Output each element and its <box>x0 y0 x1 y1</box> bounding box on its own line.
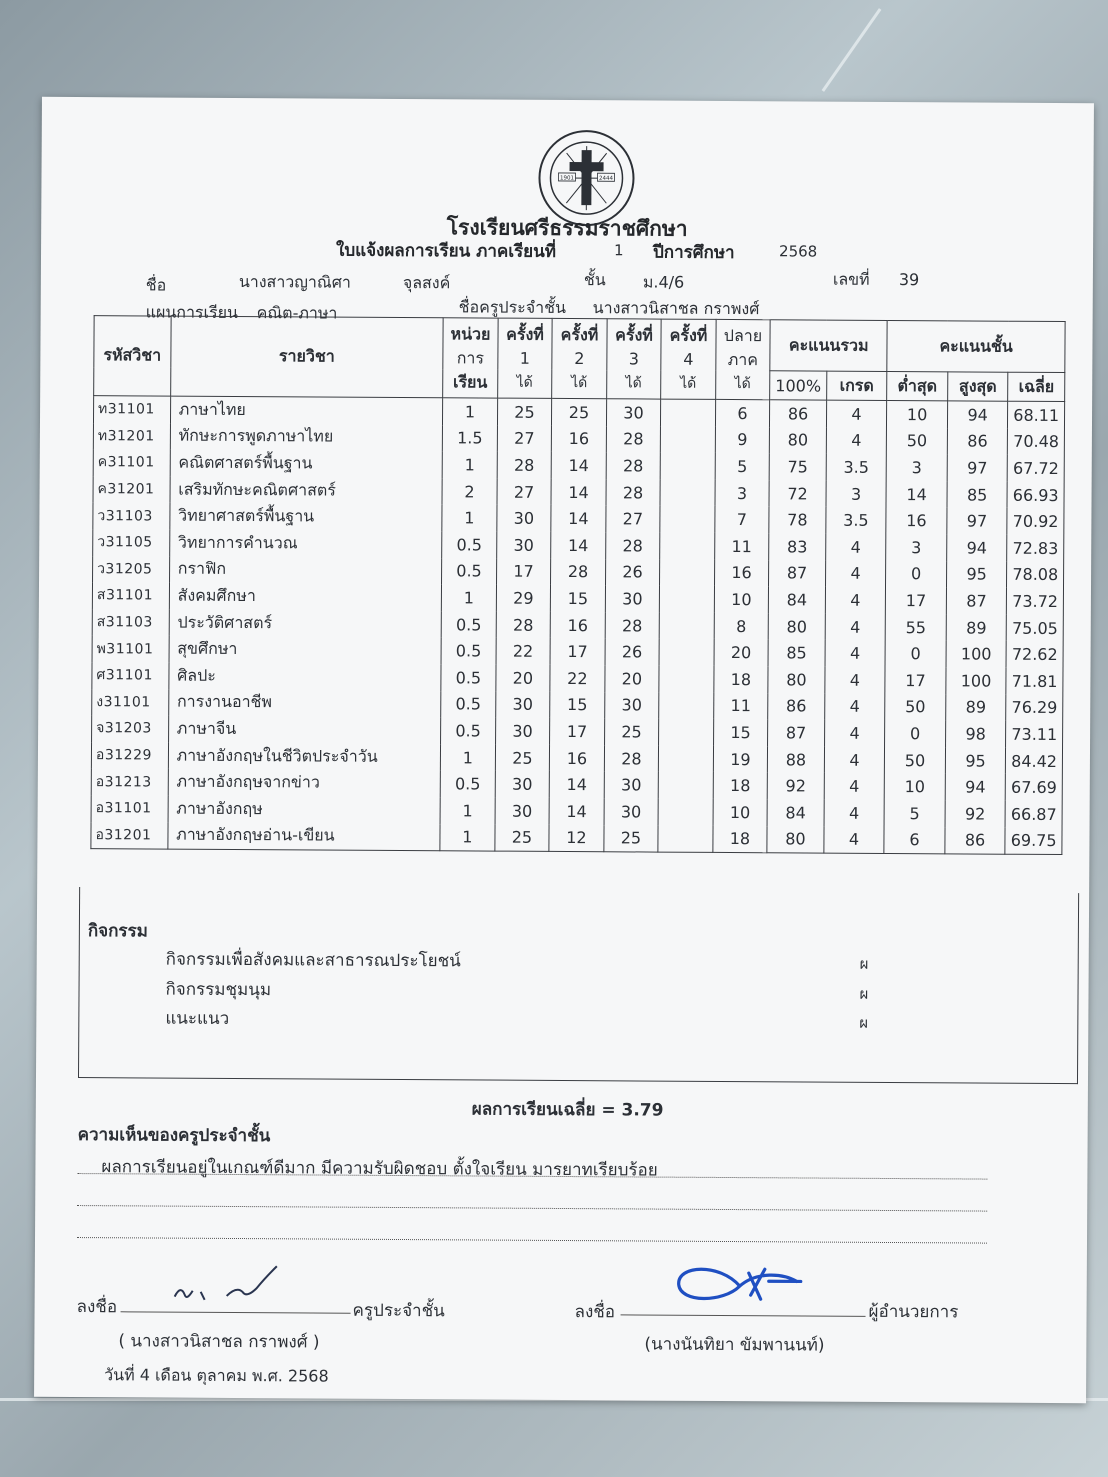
cell-round-2: 15 <box>551 585 606 612</box>
cell-round-4 <box>658 772 713 799</box>
cell-code: ส31101 <box>92 582 169 609</box>
header-max: สูงสุด <box>947 372 1008 401</box>
cell-round-3: 25 <box>604 718 659 745</box>
cell-max: 98 <box>945 720 1006 747</box>
cell-round-3: 25 <box>604 825 659 852</box>
cell-round-1: 29 <box>496 585 551 612</box>
cell-avg: 75.05 <box>1007 614 1064 641</box>
activity-social-service: กิจกรรมเพื่อสังคมและสาธารณประโยชน์ <box>165 949 461 972</box>
cell-code: ท31201 <box>93 423 170 450</box>
cell-code: จ31203 <box>92 715 169 742</box>
student-firstname: นางสาวญาณิศา <box>238 272 351 292</box>
cell-final: 18 <box>714 666 769 693</box>
cell-round-4 <box>661 399 716 426</box>
cell-code: อ31201 <box>91 822 168 850</box>
header-pct: 100% <box>770 371 827 400</box>
activity-club: กิจกรรมชุมนุม <box>165 979 272 1001</box>
cell-grade: 3.5 <box>826 507 887 534</box>
cell-round-1: 30 <box>497 505 552 532</box>
logo-year-left: 1901 <box>559 175 575 182</box>
cell-round-3: 28 <box>606 452 661 479</box>
teacher-value: นางสาวนิสาชล กราพงศ์ <box>592 298 760 319</box>
cell-avg: 68.11 <box>1008 401 1065 428</box>
director-role: ผู้อำนวยการ <box>868 1301 959 1323</box>
cell-max: 86 <box>947 428 1008 455</box>
header-code: รหัสวิชา <box>94 316 171 396</box>
cell-subject: สุขศึกษา <box>169 636 442 664</box>
cell-final: 10 <box>713 799 768 826</box>
cell-max: 89 <box>946 694 1007 721</box>
teacher-label: ชื่อครูประจำชั้น <box>458 297 567 318</box>
cell-subject: กราฟิก <box>169 556 442 584</box>
cell-code: ศ31101 <box>92 662 169 689</box>
cell-max: 89 <box>946 614 1007 641</box>
cell-min: 10 <box>884 773 945 800</box>
cell-subject: เสริมทักษะคณิตศาสตร์ <box>170 476 443 504</box>
cell-round-2: 25 <box>552 398 607 425</box>
cell-round-2: 12 <box>549 824 604 851</box>
cell-round-3: 28 <box>606 479 661 506</box>
plan-value: คณิต-ภาษา <box>256 303 338 323</box>
cell-round-3: 26 <box>605 559 660 586</box>
cell-round-3: 30 <box>604 772 659 799</box>
class-value: ม.4/6 <box>642 272 685 292</box>
cell-round-3: 28 <box>606 426 661 453</box>
cell-final: 8 <box>714 613 769 640</box>
cell-round-4 <box>660 586 715 613</box>
cell-credit: 0.5 <box>441 691 496 718</box>
cell-code: อ31229 <box>91 742 168 769</box>
cell-round-2: 14 <box>549 798 604 825</box>
cell-avg: 69.75 <box>1005 827 1062 854</box>
cell-credit: 0.5 <box>441 717 496 744</box>
cell-subject: ศิลปะ <box>169 663 442 691</box>
cell-min: 10 <box>887 400 948 427</box>
cell-credit: 1 <box>443 398 498 425</box>
header-class-group: คะแนนชั้น <box>887 320 1065 372</box>
cell-grade: 4 <box>825 613 886 640</box>
cell-credit: 1 <box>442 451 497 478</box>
cell-min: 0 <box>885 720 946 747</box>
cell-final: 5 <box>715 453 770 480</box>
logo-year-right: 2444 <box>598 175 614 182</box>
cell-credit: 1 <box>442 505 497 532</box>
school-name: โรงเรียนศรีธรรมราชศึกษา <box>446 215 688 241</box>
cell-pct: 72 <box>769 480 826 507</box>
cell-grade: 4 <box>826 427 887 454</box>
cell-round-4 <box>659 612 714 639</box>
cell-subject: การงานอาชีพ <box>168 689 441 717</box>
cell-round-1: 30 <box>495 718 550 745</box>
cell-final: 11 <box>713 692 768 719</box>
date-text: วันที่ 4 เดือน ตุลาคม พ.ศ. 2568 <box>104 1365 329 1386</box>
cell-round-1: 22 <box>496 638 551 665</box>
cell-credit: 0.5 <box>441 638 496 665</box>
cell-max: 100 <box>946 667 1007 694</box>
cell-round-2: 22 <box>550 665 605 692</box>
cell-avg: 66.87 <box>1005 801 1062 828</box>
cell-final: 20 <box>714 639 769 666</box>
year-value: 2568 <box>778 242 818 261</box>
cell-round-4 <box>660 559 715 586</box>
cell-pct: 80 <box>768 666 825 693</box>
cell-round-2: 14 <box>551 505 606 532</box>
activities-title: กิจกรรม <box>87 921 148 942</box>
cell-subject: ภาษาอังกฤษ <box>168 795 441 823</box>
cell-min: 17 <box>885 667 946 694</box>
cell-final: 7 <box>715 506 770 533</box>
cell-credit: 1 <box>441 744 496 771</box>
cell-avg: 73.11 <box>1006 721 1063 748</box>
cell-round-2: 16 <box>550 745 605 772</box>
cell-final: 16 <box>714 559 769 586</box>
director-signature <box>665 1251 815 1322</box>
cell-min: 5 <box>884 800 945 827</box>
header-avg: เฉลี่ย <box>1008 372 1065 401</box>
cell-subject: ประวัติศาสตร์ <box>169 609 442 637</box>
cell-round-1: 27 <box>497 478 552 505</box>
cell-round-3: 26 <box>605 639 660 666</box>
cell-final: 19 <box>713 746 768 773</box>
cell-round-1: 20 <box>496 665 551 692</box>
cell-min: 3 <box>886 534 947 561</box>
cell-pct: 84 <box>769 586 826 613</box>
cell-max: 92 <box>945 800 1006 827</box>
cell-code: ว31103 <box>93 502 170 529</box>
cell-min: 0 <box>885 640 946 667</box>
cell-grade: 3 <box>826 480 887 507</box>
cell-grade: 3.5 <box>826 454 887 481</box>
cell-max: 85 <box>947 481 1008 508</box>
cell-round-4 <box>660 506 715 533</box>
cell-max: 87 <box>946 587 1007 614</box>
cell-max: 86 <box>945 827 1006 854</box>
cell-pct: 84 <box>767 799 824 826</box>
cell-avg: 70.48 <box>1008 428 1065 455</box>
cell-grade: 4 <box>825 667 886 694</box>
cell-avg: 67.69 <box>1006 774 1063 801</box>
cell-code: พ31101 <box>92 635 169 662</box>
cell-avg: 78.08 <box>1007 561 1064 588</box>
header-round-2: ครั้งที่ 2 ได้ <box>552 318 607 398</box>
cell-credit: 1 <box>440 824 495 851</box>
cell-round-3: 27 <box>606 506 661 533</box>
director-sign-label: ลงชื่อ <box>574 1302 616 1323</box>
cell-pct: 88 <box>768 746 825 773</box>
cell-max: 94 <box>945 774 1006 801</box>
cell-max: 94 <box>947 401 1008 428</box>
cell-avg: 84.42 <box>1006 747 1063 774</box>
cell-avg: 66.93 <box>1007 481 1064 508</box>
comment-line <box>77 1237 987 1244</box>
cell-round-2: 16 <box>550 612 605 639</box>
cell-round-4 <box>660 533 715 560</box>
teacher-role: ครูประจำชั้น <box>352 1300 445 1322</box>
cell-grade: 4 <box>824 720 885 747</box>
comment-line <box>77 1205 987 1212</box>
semester-value: 1 <box>613 241 624 260</box>
cell-round-1: 28 <box>496 611 551 638</box>
cell-grade: 4 <box>824 826 885 853</box>
cell-round-3: 30 <box>604 692 659 719</box>
cell-min: 55 <box>885 614 946 641</box>
cell-final: 15 <box>713 719 768 746</box>
comment-title: ความเห็นของครูประจำชั้น <box>77 1125 271 1147</box>
cell-min: 50 <box>885 693 946 720</box>
cell-code: ค31101 <box>93 449 170 476</box>
cell-subject: วิทยาการคำนวณ <box>169 530 442 558</box>
cell-max: 95 <box>945 747 1006 774</box>
header-round-1: ครั้งที่ 1 ได้ <box>497 318 552 398</box>
cell-grade: 4 <box>826 400 887 427</box>
cell-round-1: 25 <box>497 398 552 425</box>
cell-round-2: 14 <box>551 479 606 506</box>
cell-round-4 <box>660 453 715 480</box>
header-total-group: คะแนนรวม <box>770 320 887 372</box>
cell-avg: 72.62 <box>1006 641 1063 668</box>
cell-round-4 <box>658 825 713 852</box>
cell-grade: 4 <box>825 534 886 561</box>
cell-min: 50 <box>887 428 948 455</box>
activity-club-result: ผ <box>859 984 869 1003</box>
header-grade: เกรด <box>826 371 887 400</box>
cell-pct: 86 <box>768 693 825 720</box>
class-label: ชั้น <box>583 270 606 290</box>
teacher-name: ( นางสาวนิสาชล กราพงศ์ ) <box>118 1331 320 1353</box>
cell-final: 9 <box>715 427 770 454</box>
cell-round-3: 28 <box>605 612 660 639</box>
cell-round-3: 28 <box>605 532 660 559</box>
grades-table <box>90 315 1065 855</box>
cell-round-1: 30 <box>495 691 550 718</box>
cell-code: ท31101 <box>93 396 170 424</box>
activity-guidance: แนะแนว <box>165 1008 230 1029</box>
number-label: เลขที่ <box>832 269 870 289</box>
cell-code: ว31205 <box>93 556 170 583</box>
cell-round-1: 30 <box>496 532 551 559</box>
cell-round-4 <box>660 479 715 506</box>
cell-grade: 4 <box>824 693 885 720</box>
cell-subject: ภาษาอังกฤษจากข่าว <box>168 769 441 797</box>
cell-round-4 <box>659 719 714 746</box>
cell-final: 18 <box>713 825 768 852</box>
cell-credit: 1.5 <box>443 425 498 452</box>
cell-pct: 87 <box>769 560 826 587</box>
cell-round-3: 20 <box>605 665 660 692</box>
cell-round-2: 17 <box>550 718 605 745</box>
cell-subject: ภาษาอังกฤษอ่าน-เขียน <box>168 822 441 851</box>
cell-credit: 0.5 <box>440 771 495 798</box>
cell-round-4 <box>658 798 713 825</box>
cell-round-2: 28 <box>551 558 606 585</box>
comment-text: ผลการเรียนอยู่ในเกณฑ์ดีมาก มีความรับผิดชอบ ตั้งใจเรียน มารยาทเรียบร้อย <box>101 1157 658 1181</box>
cell-min: 14 <box>886 481 947 508</box>
cell-pct: 80 <box>770 427 827 454</box>
cell-credit: 0.5 <box>442 531 497 558</box>
header-round-4: ครั้งที่ 4 ได้ <box>661 319 716 399</box>
cell-round-4 <box>661 426 716 453</box>
cell-final: 3 <box>715 480 770 507</box>
cell-round-2: 16 <box>552 426 607 453</box>
cell-round-3: 28 <box>604 745 659 772</box>
cell-subject: สังคมศึกษา <box>169 583 442 611</box>
plan-label: แผนการเรียน <box>145 302 238 322</box>
report-card <box>34 97 1094 1403</box>
cell-code: อ31101 <box>91 795 168 822</box>
table-row <box>91 822 1062 855</box>
cell-max: 95 <box>946 561 1007 588</box>
cell-avg: 76.29 <box>1006 694 1063 721</box>
cell-code: ง31101 <box>92 689 169 716</box>
cell-pct: 80 <box>768 613 825 640</box>
cell-final: 10 <box>714 586 769 613</box>
grades-body <box>91 396 1065 855</box>
cell-grade: 4 <box>824 773 885 800</box>
cell-round-1: 30 <box>495 797 550 824</box>
cell-round-1: 17 <box>496 558 551 585</box>
cell-min: 16 <box>886 507 947 534</box>
cell-grade: 4 <box>825 587 886 614</box>
header-round-3: ครั้งที่ 3 ได้ <box>606 319 661 399</box>
cell-code: ว31105 <box>93 529 170 556</box>
cell-final: 6 <box>715 399 770 426</box>
cell-code: ส31103 <box>92 609 169 636</box>
cell-avg: 72.83 <box>1007 535 1064 562</box>
cell-max: 97 <box>947 508 1008 535</box>
cell-avg: 70.92 <box>1007 508 1064 535</box>
cell-pct: 75 <box>769 453 826 480</box>
cell-round-2: 14 <box>551 532 606 559</box>
cell-round-4 <box>659 745 714 772</box>
cell-grade: 4 <box>824 799 885 826</box>
cell-pct: 83 <box>769 533 826 560</box>
cell-subject: ภาษาอังกฤษในชีวิตประจำวัน <box>168 742 441 770</box>
cell-grade: 4 <box>824 746 885 773</box>
cell-round-2: 15 <box>550 691 605 718</box>
teacher-sign-label: ลงชื่อ <box>76 1297 118 1318</box>
activities-box <box>78 887 1079 1084</box>
gpa-summary: ผลการเรียนเฉลี่ย = 3.79 <box>471 1099 664 1121</box>
cell-min: 6 <box>884 826 945 853</box>
cell-round-1: 25 <box>495 744 550 771</box>
cell-credit: 0.5 <box>442 558 497 585</box>
tile-grout <box>822 8 882 92</box>
cell-subject: วิทยาศาสตร์พื้นฐาน <box>170 503 443 531</box>
cell-round-3: 30 <box>606 399 661 426</box>
teacher-signature <box>165 1262 295 1313</box>
cell-avg: 73.72 <box>1007 588 1064 615</box>
cell-round-1: 27 <box>497 425 552 452</box>
cell-pct: 86 <box>770 400 827 427</box>
cell-subject: ภาษาจีน <box>168 716 441 744</box>
cell-credit: 0.5 <box>441 664 496 691</box>
cell-subject: คณิตศาสตร์พื้นฐาน <box>170 450 443 478</box>
cell-round-2: 17 <box>550 638 605 665</box>
header-subject: รายวิชา <box>170 316 443 398</box>
cell-subject: ทักษะการพูดภาษาไทย <box>170 423 443 451</box>
activity-guidance-result: ผ <box>859 1013 869 1032</box>
cell-round-2: 14 <box>551 452 606 479</box>
cell-round-3: 30 <box>604 798 659 825</box>
cell-round-3: 30 <box>605 585 660 612</box>
header-final: ปลาย ภาค ได้ <box>715 319 770 399</box>
cell-credit: 0.5 <box>441 611 496 638</box>
director-name: (นางนันทิยา ขัมพานนท์) <box>644 1334 825 1356</box>
cell-round-1: 28 <box>497 452 552 479</box>
cell-avg: 71.81 <box>1006 668 1063 695</box>
cell-subject: ภาษาไทย <box>170 396 443 425</box>
cell-round-2: 14 <box>549 771 604 798</box>
cell-min: 17 <box>886 587 947 614</box>
cell-max: 94 <box>946 534 1007 561</box>
cell-grade: 4 <box>825 560 886 587</box>
cell-min: 0 <box>886 561 947 588</box>
cell-avg: 67.72 <box>1008 455 1065 482</box>
cell-pct: 80 <box>767 826 824 853</box>
cell-round-4 <box>659 692 714 719</box>
cell-pct: 78 <box>769 507 826 534</box>
cell-min: 3 <box>886 454 947 481</box>
cell-code: ค31201 <box>93 476 170 503</box>
report-title: ใบแจ้งผลการเรียน ภาคเรียนที่ <box>335 240 557 262</box>
cell-code: อ31213 <box>91 768 168 795</box>
cell-pct: 92 <box>767 773 824 800</box>
cell-max: 100 <box>946 641 1007 668</box>
name-label: ชื่อ <box>145 275 167 295</box>
cell-round-1: 30 <box>495 771 550 798</box>
cell-round-4 <box>659 639 714 666</box>
cell-grade: 4 <box>825 640 886 667</box>
cell-credit: 2 <box>442 478 497 505</box>
header-min: ต่ำสุด <box>887 371 948 400</box>
cell-round-1: 25 <box>495 824 550 851</box>
cell-min: 50 <box>885 747 946 774</box>
year-label: ปีการศึกษา <box>652 242 735 264</box>
student-surname: จุลสงค์ <box>402 273 451 293</box>
activity-social-service-result: ผ <box>859 954 869 973</box>
cell-round-4 <box>659 666 714 693</box>
cell-max: 97 <box>947 455 1008 482</box>
cell-final: 11 <box>714 533 769 560</box>
cell-final: 18 <box>713 772 768 799</box>
number-value: 39 <box>898 270 920 290</box>
cell-credit: 1 <box>442 584 497 611</box>
cell-pct: 87 <box>768 719 825 746</box>
header-credit: หน่วย การ เรียน <box>443 318 498 398</box>
cell-credit: 1 <box>440 797 495 824</box>
cell-pct: 85 <box>768 640 825 667</box>
